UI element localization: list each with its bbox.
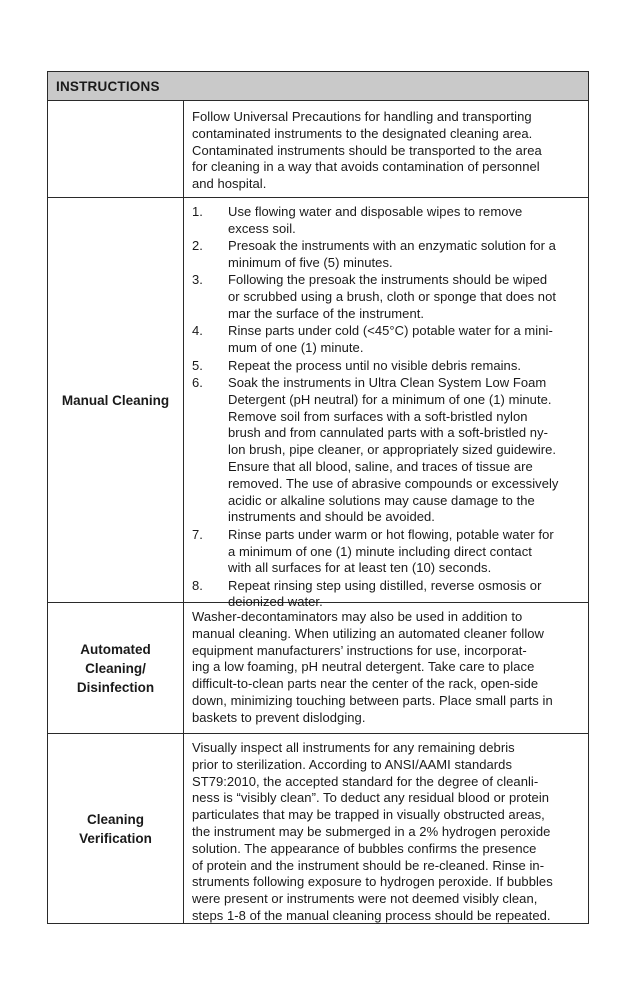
step-number: 2. xyxy=(192,238,203,254)
verification-line: of protein and the instrument should be re-cleaned. Rinse in- xyxy=(192,857,545,873)
step-line: excess soil. xyxy=(228,220,296,236)
verification-line: the instrument may be submerged in a 2% hydrogen peroxide xyxy=(192,823,551,839)
step-number: 6. xyxy=(192,374,203,390)
step-line: a minimum of one (1) minute including direct contact xyxy=(228,543,532,559)
step-line: Ensure that all blood, saline, and traces of tissue are xyxy=(228,458,533,474)
verification-label xyxy=(48,734,184,923)
step-line: Soak the instruments in Ultra Clean System Low Foam xyxy=(228,374,547,390)
intro-line: Follow Universal Precautions for handling and transporting xyxy=(192,109,532,124)
verification-line: struments following exposure to hydrogen peroxide. If bubbles xyxy=(192,874,553,890)
automated-label xyxy=(48,603,184,733)
step-line: Rinse parts under warm or hot flowing, potable water for xyxy=(228,526,554,542)
step-text xyxy=(228,204,582,238)
step-text xyxy=(228,323,582,357)
step-item xyxy=(192,272,582,322)
step-text xyxy=(228,527,582,577)
verification-line: solution. The appearance of bubbles confirms the presence xyxy=(192,840,537,856)
step-text xyxy=(228,375,582,526)
step-line: mar the surface of the instrument. xyxy=(228,305,425,321)
table-header xyxy=(48,72,588,101)
intro-content xyxy=(184,101,588,197)
instructions-table xyxy=(47,71,589,924)
verification-row xyxy=(48,734,588,923)
step-line: deionized water. xyxy=(228,594,323,610)
step-number: 8. xyxy=(192,577,203,593)
automated-line: ing a low foaming, pH neutral detergent. Take care to place xyxy=(192,659,535,675)
automated-content xyxy=(184,603,588,733)
verification-line: ST79:2010, the accepted standard for the degree of cleanli- xyxy=(192,773,539,789)
verification-line: prior to sterilization. According to ANSI/AAMI standards xyxy=(192,756,512,772)
step-item xyxy=(192,238,582,272)
automated-line: down, minimizing touching between parts. Place small parts in xyxy=(192,692,553,708)
manual-cleaning-row xyxy=(48,198,588,610)
step-number: 5. xyxy=(192,357,203,373)
step-line: brush and from cannulated parts with a soft-bristled ny- xyxy=(228,425,549,441)
step-line: Detergent (pH neutral) for a minimum of one (1) minute. xyxy=(228,391,552,407)
manual-cleaning-label xyxy=(48,198,184,602)
step-number: 1. xyxy=(192,204,203,219)
step-line: Use flowing water and disposable wipes to remove xyxy=(228,204,523,219)
step-line: removed. The use of abrasive compounds or excessively xyxy=(228,475,559,491)
verification-content xyxy=(184,734,588,923)
step-text xyxy=(228,272,582,322)
step-item xyxy=(192,204,582,238)
step-line: Presoak the instruments with an enzymatic solution for a xyxy=(228,238,556,254)
step-line: Following the presoak the instruments should be wiped xyxy=(228,272,548,288)
step-line: instruments and should be avoided. xyxy=(228,509,435,525)
step-line: acidic or alkaline solutions may cause damage to the xyxy=(228,492,535,508)
step-text xyxy=(228,238,582,272)
step-number: 3. xyxy=(192,272,203,288)
intro-line: contaminated instruments to the designated cleaning area. xyxy=(192,125,533,141)
step-item xyxy=(192,375,582,526)
verification-label-line: Cleaning xyxy=(86,811,144,827)
verification-line: particulates that may be trapped in visually obstructed areas, xyxy=(192,807,545,823)
step-item xyxy=(192,527,582,577)
manual-cleaning-steps xyxy=(184,198,588,610)
step-line: with all surfaces for at least ten (10) seconds. xyxy=(228,560,492,576)
step-line: Repeat rinsing step using distilled, reverse osmosis or xyxy=(228,577,542,593)
manual-cleaning-label-text: Manual Cleaning xyxy=(61,392,170,408)
automated-line: manual cleaning. When utilizing an automated cleaner follow xyxy=(192,625,544,641)
verification-line: were present or instruments were not deemed visibly clean, xyxy=(192,891,538,907)
intro-line: Contaminated instruments should be transported to the area xyxy=(192,142,542,158)
step-item xyxy=(192,323,582,357)
intro-line: for cleaning in a way that avoids contamination of personnel xyxy=(192,159,540,175)
header-title: INSTRUCTIONS xyxy=(56,78,160,94)
step-line: lon brush, pipe cleaner, or appropriately sized guidewire. xyxy=(228,442,557,458)
automated-line: baskets to prevent dislodging. xyxy=(192,709,366,725)
automated-line: Washer-decontaminators may also be used in addition to xyxy=(192,609,523,624)
automated-line: equipment manufacturers’ instructions for use, incorporat- xyxy=(192,642,527,658)
step-line: Repeat the process until no visible debris remains. xyxy=(228,357,522,373)
steps-list xyxy=(192,204,582,611)
verification-line: Visually inspect all instruments for any remaining debris xyxy=(192,740,515,755)
automated-label-line: Automated xyxy=(80,641,151,657)
step-number: 4. xyxy=(192,323,203,339)
verification-line: steps 1-8 of the manual cleaning process should be repeated. xyxy=(192,907,551,923)
automated-row xyxy=(48,603,588,734)
step-item xyxy=(192,358,582,375)
automated-line: difficult-to-clean parts near the center of the rack, open-side xyxy=(192,676,539,692)
step-line: Remove soil from surfaces with a soft-bristled nylon xyxy=(228,408,528,424)
intro-line: and hospital. xyxy=(192,176,267,192)
step-text xyxy=(228,358,582,375)
automated-label-line: Disinfection xyxy=(76,679,155,695)
step-number: 7. xyxy=(192,526,203,542)
step-line: Rinse parts under cold (<45°C) potable water for a mini- xyxy=(228,323,553,339)
step-line: or scrubbed using a brush, cloth or sponge that does not xyxy=(228,289,557,305)
verification-label-line: Verification xyxy=(79,830,152,846)
intro-label-cell xyxy=(48,101,184,197)
intro-row xyxy=(48,101,588,198)
automated-label-line: Cleaning/ xyxy=(85,660,146,676)
step-line: minimum of five (5) minutes. xyxy=(228,254,393,270)
verification-line: ness is “visibly clean”. To deduct any residual blood or protein xyxy=(192,790,550,806)
step-line: mum of one (1) minute. xyxy=(228,340,364,356)
